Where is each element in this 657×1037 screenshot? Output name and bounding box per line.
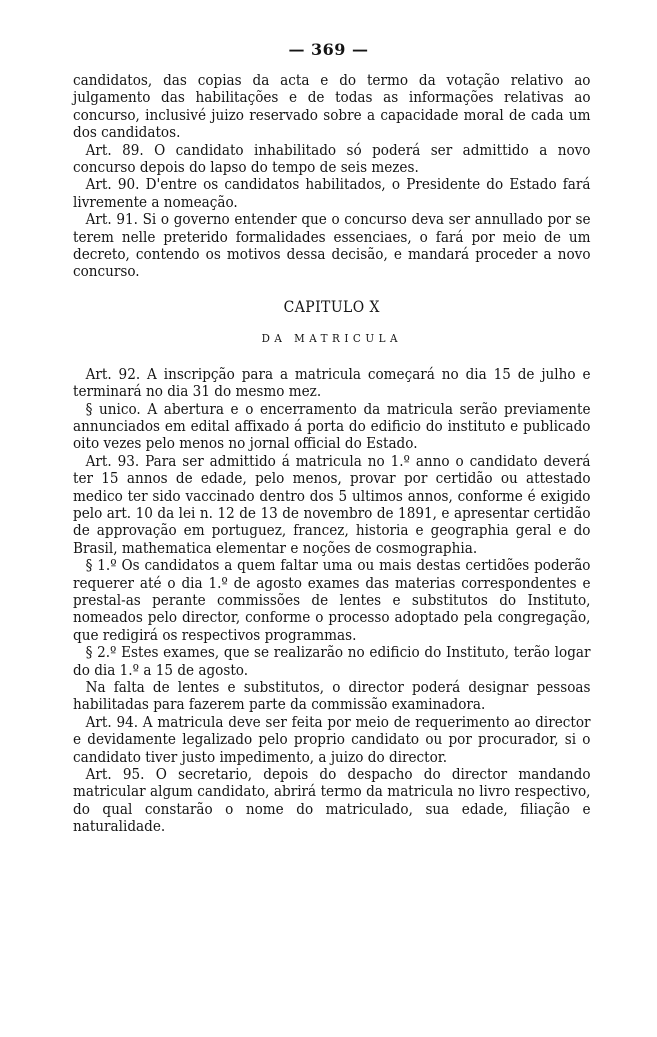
paragraph-art-93: Art. 93. Para ser admittido á matricula no 1.º anno o candidato deverá ter 15 annos de edade, pelo menos, provar por certidão ou attestado medico ter sido vaccinado dentro dos 5 ultimos annos, conforme é exigido pelo art. 10 da lei n. 12 de 13 de novembro de 1891, e apresentar certidão de approvação em portuguez, francez, historia e geographia geral e do Brasil, mathematica elementar e noções de cosmographia. xyxy=(73,451,591,557)
paragraph-art-92-unico: § unico. A abertura e o encerramento da matricula serão previamente annunciados em edital affixado á porta do edificio do instituto e publicado oito vezes pelo menos no jornal official do Estado. xyxy=(73,399,591,453)
paragraph-art-93-par-2: § 2.º Estes exames, que se realizarão no edificio do Instituto, terão logar do dia 1.º a 15 de agosto. xyxy=(73,643,591,679)
paragraph-art-90: Art. 90. D'entre os candidatos habilitados, o Presidente do Estado fará livremente a nomeação. xyxy=(73,175,591,211)
paragraph-art-95: Art. 95. O secretario, depois do despacho do director mandando matricular algum candidato, abrirá termo da matricula no livro respectivo, do qual constarão o nome do matriculado, sua edade, filiação e naturalidade. xyxy=(73,765,591,836)
page-number: — 369 — xyxy=(288,40,369,59)
chapter-subtitle: DA MATRICULA xyxy=(261,331,402,346)
chapter-title: CAPITULO X xyxy=(283,297,380,316)
paragraph-art-94: Art. 94. A matricula deve ser feita por meio de requerimento ao director e devidamente legalizado pelo proprio candidato ou por procurador, si o candidato tiver justo impedimento, a juizo do director. xyxy=(73,712,591,766)
paragraph-art-89: Art. 89. O candidato inhabilitado só poderá ser admittido a novo concurso depois do lapso do tempo de seis mezes. xyxy=(73,140,591,177)
paragraph-art-91: Art. 91. Si o governo entender que o concurso deva ser annullado por se terem nelle preterido formalidades essenciaes, o fará por meio de um decreto, contendo os motivos dessa decisão, e mandará proceder a novo concurso. xyxy=(73,210,591,281)
paragraph-art-93-falta: Na falta de lentes e substitutos, o director poderá designar pessoas habilitadas para fazerem parte da commissão examinadora. xyxy=(73,678,591,714)
paragraph-art-92: Art. 92. A inscripção para a matricula começará no dia 15 de julho e terminará no dia 31 do mesmo mez. xyxy=(73,364,591,401)
paragraph-art-93-par-1: § 1.º Os candidatos a quem faltar uma ou mais destas certidões poderão requerer até o dia 1.º de agosto exames das materias correspondentes e prestal-as perante commissões de lentes e substitutos do Instituto, nomeados pelo director, conforme o processo adoptado pela congregação, que redigirá os respectivos programmas. xyxy=(73,556,591,644)
page-body xyxy=(73,72,591,836)
paragraph-continuation: candidatos, das copias da acta e do termo da votação relativo ao julgamento das habilitações e de todas as informações relativas ao concurso, inclusivé juizo reservado sobre a capacidade moral de cada um dos candidatos. xyxy=(73,71,591,142)
